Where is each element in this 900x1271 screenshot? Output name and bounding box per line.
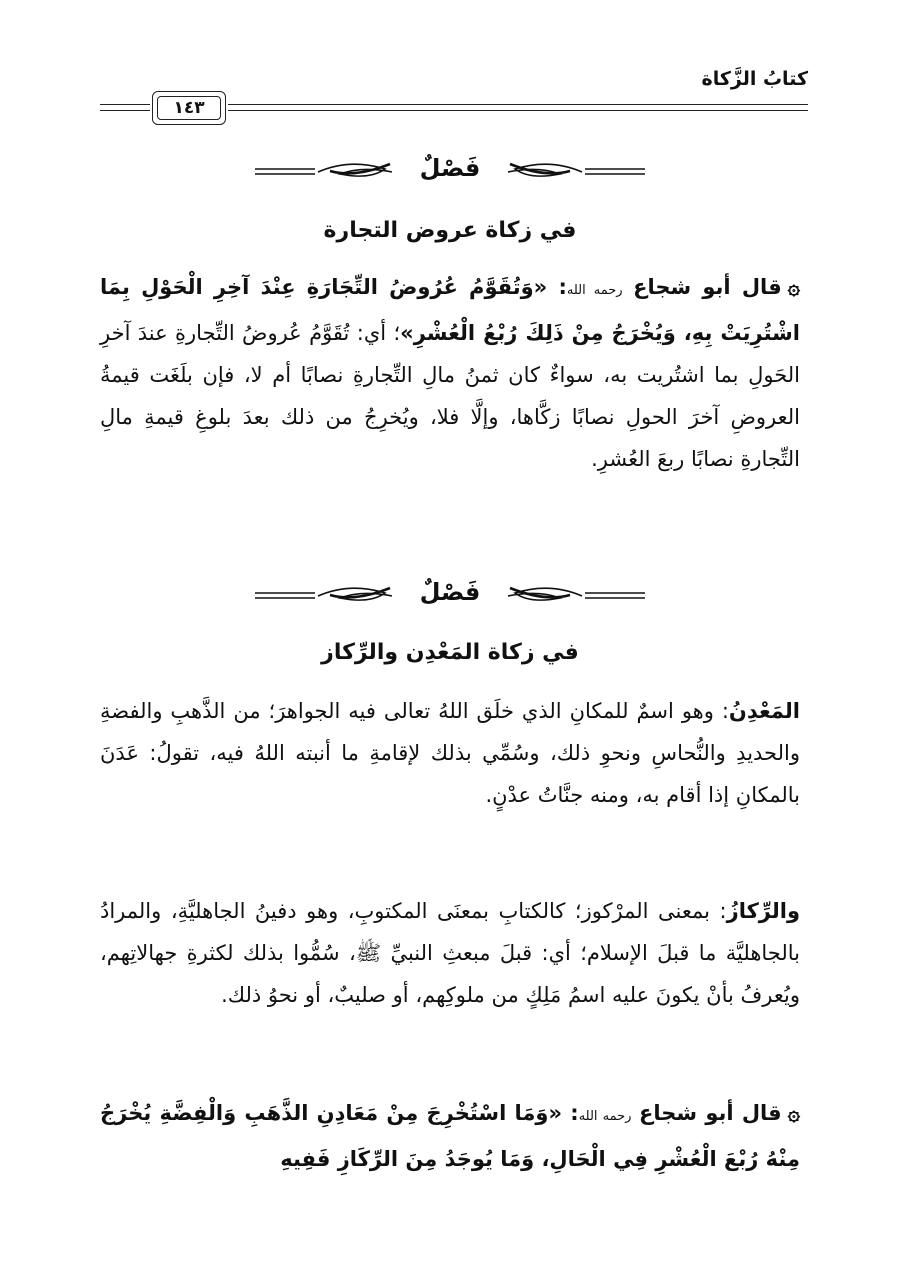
section-title-2: في زكاة المَعْدِن والرِّكاز [321, 640, 579, 665]
term-madin: المَعْدِنُ [728, 699, 800, 723]
matn-quote: : «وَمَا اسْتُخْرِجَ مِنْ مَعَادِنِ الذَّهَبِ وَالْفِضَّةِ يُخْرَجُ مِنْهُ رُبْعَ الْعُشْرِ فِي الْحَالِ، وَمَا يُوجَدُ مِنَ الرِّكَازِ فَفِيهِ [100, 1101, 800, 1171]
paragraph-mines [100, 1092, 800, 1180]
speaker-name: قال أبو شجاع [639, 1101, 782, 1125]
page-number-frame [152, 91, 226, 125]
rikaz-definition: : بمعنى المرْكوز؛ كالكتابِ بمعنَى المكتوبِ، وهو دفينُ الجاهليَّةِ، والمرادُ بالجاهليَّة ما قبلَ الإسلام؛ أي: قبلَ مبعثِ النبيِّ ﷺ، سُمُّوا بذلك لكثرةِ جهالاتِهم، ويُعرفُ بأنْ يكونَ عليه اسمُ مَلِكٍ من ملوكِهم، أو صليبٌ، أو نحوُ ذلك. [100, 899, 800, 1007]
madin-definition: : وهو اسمٌ للمكانِ الذي خلَق اللهُ تعالى فيه الجواهرَ؛ من الذَّهبِ والفضةِ والحديدِ والنُّحاسِ ونحوِ ذلك، وسُمِّي بذلك لإقامةِ ما أنبته اللهُ فيه، تقولُ: عَدَنَ بالمكانِ إذا أقام به، ومنه جنَّاتُ عدْنٍ. [100, 699, 800, 807]
term-rikaz: والرِّكازُ [726, 899, 800, 923]
paragraph-madin [100, 690, 800, 816]
header-rule [100, 94, 808, 126]
section-ornament-2 [100, 576, 800, 616]
section-title-1: في زكاة عروض التجارة [323, 218, 577, 243]
header-rule-right [228, 104, 808, 111]
matn-quote: : «وَتُقَوَّمُ عُرُوضُ التِّجَارَةِ عِنْدَ آخِرِ الْحَوْلِ بِمَا اشْتُرِيَتْ بِهِ، وَيُخْرَجُ مِنْ ذَلِكَ رُبْعُ الْعُشْرِ» [100, 275, 800, 345]
header-rule-left [100, 104, 150, 111]
speaker-name: قال أبو شجاع [633, 275, 782, 299]
fasl-heading-2: فَصْلٌ [419, 578, 481, 606]
fasl-heading-1: فَصْلٌ [419, 154, 481, 182]
honorific: رحمه الله [578, 1109, 632, 1124]
paragraph-trade-goods [100, 266, 800, 480]
paragraph-rikaz [100, 890, 800, 1016]
section-ornament-1 [100, 152, 800, 192]
flower-icon: ۞ [787, 275, 801, 299]
commentary-text: ؛ أي: تُقَوَّمُ عُروضُ التِّجارةِ عندَ آخرِ الحَولِ بما اشتُريت به، سواءٌ كان ثمنُ مالِ التِّجارةِ نصابًا أم لا، فإن بلَغَت قيمةُ العروضِ آخرَ الحولِ نصابًا زكَّاها، وإلَّا فلا، ويُخرِجُ من ذلك بعدَ بلوغِ قيمةِ مالِ التِّجارةِ نصابًا ربعَ العُشرِ. [100, 321, 800, 471]
running-title: كتابُ الزَّكاة [701, 68, 808, 90]
page-number: ١٤٣ [157, 96, 221, 120]
honorific: رحمه الله [566, 283, 623, 298]
flower-icon: ۞ [787, 1101, 800, 1125]
